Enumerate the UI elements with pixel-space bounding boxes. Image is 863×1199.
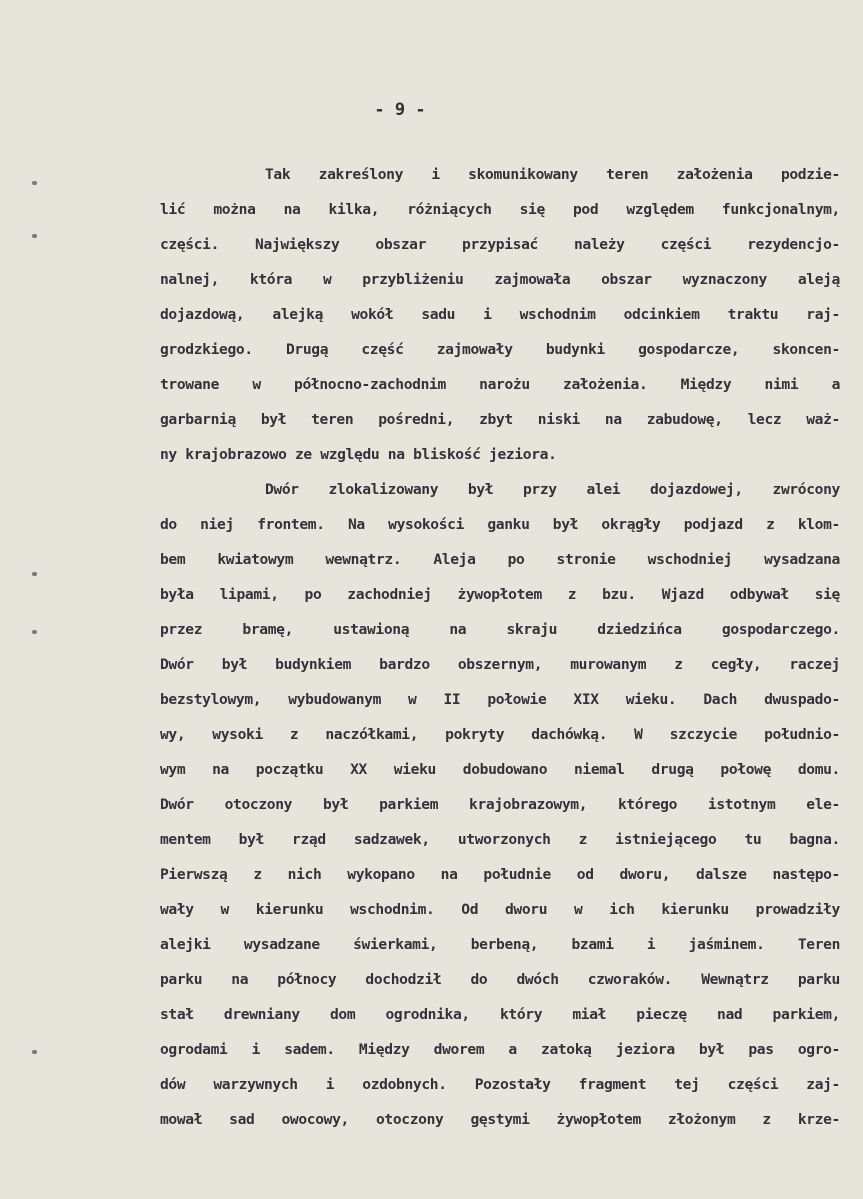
text-line: stał drewniany dom ogrodnika, który miał pieczę nad parkiem,: [160, 1006, 840, 1023]
text-line: ny krajobrazowo ze względu na bliskość jeziora.: [160, 446, 557, 463]
punch-hole-mark: [32, 1050, 37, 1054]
text-line: Pierwszą z nich wykopano na południe od dworu, dalsze następo-: [160, 866, 840, 883]
text-line: wy, wysoki z naczółkami, pokryty dachówką. W szczycie południo-: [160, 726, 840, 743]
text-line: bem kwiatowym wewnątrz. Aleja po stronie wschodniej wysadzana: [160, 551, 840, 568]
text-line: lić można na kilka, różniących się pod względem funkcjonalnym,: [160, 201, 840, 218]
text-line: ogrodami i sadem. Między dworem a zatoką jeziora był pas ogro-: [160, 1041, 840, 1058]
punch-hole-mark: [32, 572, 37, 576]
text-line: wały w kierunku wschodnim. Od dworu w ich kierunku prowadziły: [160, 901, 840, 918]
text-line: bezstylowym, wybudowanym w II połowie XIX wieku. Dach dwuspado-: [160, 691, 840, 708]
page-number: - 9 -: [374, 100, 426, 120]
text-line: dojazdową, alejką wokół sadu i wschodnim odcinkiem traktu raj-: [160, 306, 840, 323]
body-text: [0, 165, 863, 1165]
text-line: części. Największy obszar przypisać należy części rezydencjo-: [160, 236, 840, 253]
text-line: mował sad owocowy, otoczony gęstymi żywopłotem złożonym z krze-: [160, 1111, 840, 1128]
text-line: była lipami, po zachodniej żywopłotem z bzu. Wjazd odbywał się: [160, 586, 840, 603]
punch-hole-mark: [32, 234, 37, 238]
text-line: Dwór zlokalizowany był przy alei dojazdowej, zwrócony: [265, 481, 840, 498]
text-line: alejki wysadzane świerkami, berbeną, bzami i jaśminem. Teren: [160, 936, 840, 953]
text-line: mentem był rząd sadzawek, utworzonych z istniejącego tu bagna.: [160, 831, 840, 848]
text-line: do niej frontem. Na wysokości ganku był okrągły podjazd z klom-: [160, 516, 840, 533]
punch-hole-mark: [32, 181, 37, 185]
text-line: grodzkiego. Drugą część zajmowały budynki gospodarcze, skoncen-: [160, 341, 840, 358]
text-line: trowane w północno-zachodnim narożu założenia. Między nimi a: [160, 376, 840, 393]
text-line: Tak zakreślony i skomunikowany teren założenia podzie-: [265, 166, 840, 183]
text-line: przez bramę, ustawioną na skraju dziedzińca gospodarczego.: [160, 621, 840, 638]
punch-hole-mark: [32, 630, 37, 634]
text-line: nalnej, która w przybliżeniu zajmowała obszar wyznaczony aleją: [160, 271, 840, 288]
text-line: garbarnią był teren pośredni, zbyt niski na zabudowę, lecz waż-: [160, 411, 840, 428]
text-line: Dwór był budynkiem bardzo obszernym, murowanym z cegły, raczej: [160, 656, 840, 673]
text-line: parku na północy dochodził do dwóch czworaków. Wewnątrz parku: [160, 971, 840, 988]
text-line: wym na początku XX wieku dobudowano niemal drugą połowę domu.: [160, 761, 840, 778]
text-line: Dwór otoczony był parkiem krajobrazowym, którego istotnym ele-: [160, 796, 840, 813]
text-line: dów warzywnych i ozdobnych. Pozostały fragment tej części zaj-: [160, 1076, 840, 1093]
